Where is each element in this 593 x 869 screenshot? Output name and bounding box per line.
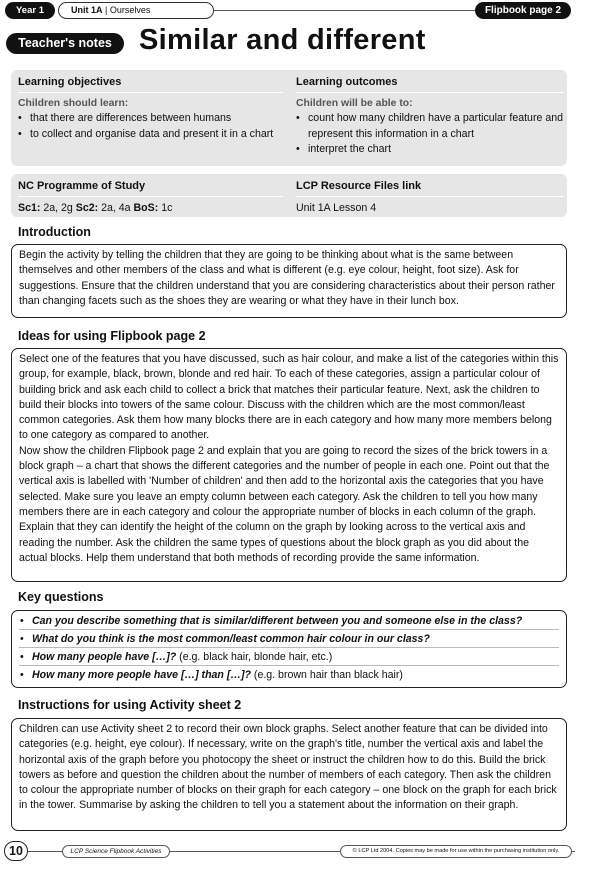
programme-values [18,201,283,215]
programme-column [18,174,283,215]
outcome-item: • count how many children have a particular feature and represent this information in a chart [296,111,564,142]
bos-label: BoS: [133,202,159,214]
outcome-item: • interpret the chart [296,142,564,158]
introduction-heading: Introduction [18,225,91,239]
page-number: 10 [4,841,28,861]
page-title: Similar and different [139,24,426,56]
unit-separator: | [105,5,110,15]
objectives-heading: Learning objectives [18,70,283,93]
objectives-list [18,111,283,142]
resource-heading: LCP Resource Files link [296,174,564,197]
key-question-note: (e.g. black hair, blonde hair, etc.) [176,651,333,663]
key-question-item [19,648,559,666]
unit-topic: Ourselves [109,5,151,15]
key-question-text: How many more people have […] than […]? [32,669,251,681]
teachers-notes-badge: Teacher's notes [6,33,124,54]
ideas-paragraph-1: Select one of the features that you have discussed, such as hair colour, and make a list of the categories within this group, for example, black, brown, blonde and red hair. To each of these categories, assign a particular colour of building brick and ask each child to collect a brick that matches their particular feature. Next, ask the children to build their blocks into towers of the same colour. Discuss with the children which are the most common/least common categories. Ask them how many blocks there are in each category and how many more members belong to one category as compared to another. [19,353,559,442]
key-questions-box [11,610,567,688]
introduction-text: Begin the activity by telling the children that they are going to be thinking about what is the same between themselves and other members of the class and what is different (e.g. eye colour, height, foot size). Ask for suggestions. Ensure that the children understand that you are considering characteristics about their person rather than changing facets such as the shoes they are wearing or what they have in their lunch box. [19,249,555,307]
outcomes-subheading: Children will be able to: [296,98,413,109]
programme-heading: NC Programme of Study [18,174,283,197]
objective-item: • that there are differences between humans [18,111,283,127]
ideas-box [11,348,567,582]
sc2-value: 2a, 4a [101,202,131,214]
key-question-note: (e.g. brown hair than black hair) [250,669,403,681]
sc1-value: 2a, 2g [43,202,73,214]
flipbook-page-badge: Flipbook page 2 [475,2,571,19]
objectives-subheading: Children should learn: [18,98,129,109]
instructions-heading: Instructions for using Activity sheet 2 [18,698,242,712]
unit-label: Unit 1A [71,5,103,15]
objectives-outcomes-panel [11,70,567,166]
outcomes-list [296,111,564,158]
bos-value: 1c [161,202,173,214]
top-bar [0,2,593,20]
sc2-label: Sc2: [75,202,99,214]
introduction-box [11,244,567,318]
key-questions-heading: Key questions [18,590,104,604]
year-badge: Year 1 [5,2,55,19]
footer-copyright: © LCP Ltd 2004. Copies may be made for use within the purchasing institution only. [340,845,572,858]
outcomes-heading: Learning outcomes [296,70,564,93]
key-question-item [19,612,559,630]
outcomes-column [296,70,564,158]
resource-value: Unit 1A Lesson 4 [296,202,377,214]
key-question-text: What do you think is the most common/least common hair colour in our class? [32,633,430,645]
ideas-paragraph-2: Now show the children Flipbook page 2 and explain that you are going to record the sizes of the brick towers in a block graph – a chart that shows the different categories and the number of people in each one. Point out that the vertical axis is labelled with 'Number of children' and then add to the horizontal axis the categories that you have selected. Make sure you leave an empty column between each category. Ask the children to tell you how many members there are in each category and colour the appropriate number of blocks in each column of the graph. Explain that they can identify the height of the column on the graph by looking across to the vertical axis and reading the number. Ask the children the same types of questions about the block graph as you did about the actual blocks. Help them understand that both methods of recording provide the same information. [19,444,550,564]
objective-item: • to collect and organise data and present it in a chart [18,127,283,143]
key-question-text: Can you describe something that is similar/different between you and someone else in the class? [32,615,523,627]
key-question-text: How many people have […]? [32,651,177,663]
ideas-heading: Ideas for using Flipbook page 2 [18,329,206,343]
footer-series: LCP Science Flipbook Activities [62,845,170,858]
key-questions-list [19,612,559,684]
objectives-column [18,70,283,142]
sc1-label: Sc1: [18,202,41,214]
unit-pill [58,2,214,19]
resource-column [296,174,564,215]
instructions-box [11,718,567,831]
key-question-item [19,630,559,648]
key-question-item [19,666,559,684]
instructions-text: Children can use Activity sheet 2 to record their own block graphs. Select another feature that can be divided into categories (e.g. height, eye colour). If necessary, write on the graph's title, number the vertical axis and label the horizontal axis of the graph before you photocopy the sheet or instruct the children how to do this. Build the brick towers as before and question the children about the number of members of each category. Then ask the children to colour the appropriate number of blocks on their graph for each category – one block on the graph for each brick in the tower. Summarise by asking the children to tell you a statement about the information on their graph. [19,723,557,812]
programme-resource-panel [11,174,567,217]
